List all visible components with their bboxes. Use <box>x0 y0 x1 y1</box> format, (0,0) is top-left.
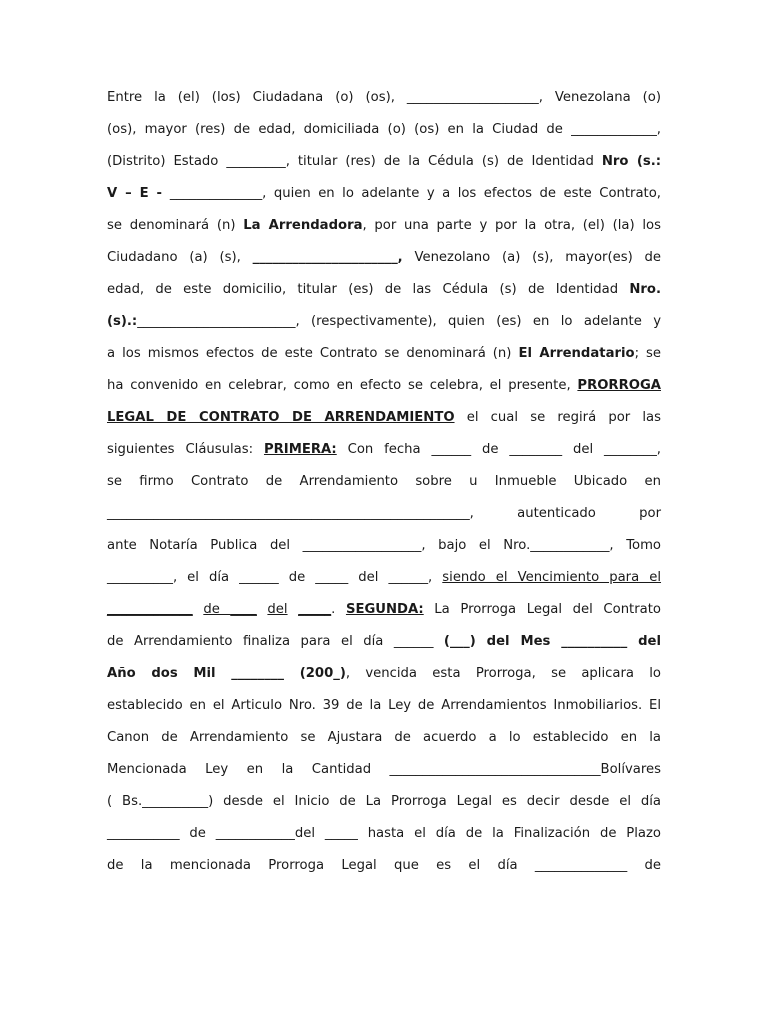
text-run: de la mencionada Prorroga Legal que es el día ______________ de <box>107 858 661 873</box>
bold-text: Nro. <box>629 282 661 297</box>
paragraph-line <box>107 409 661 427</box>
clause-primera-heading: PRIMERA: <box>263 442 337 457</box>
text-run: edad, de este domicilio, titular (es) de las Cédula (s) de Identidad <box>107 282 630 297</box>
text-run: Mencionada Ley en la Cantidad ________________________________Bolívares <box>107 762 661 777</box>
text-run: ( Bs.__________) desde el Inicio de La Prorroga Legal es decir desde el día <box>107 794 661 809</box>
bold-text: Año dos Mil ________ (200_) <box>107 666 346 681</box>
text-run: ; se <box>634 346 661 361</box>
paragraph-line <box>107 313 661 331</box>
paragraph-line <box>107 569 661 587</box>
paragraph-line <box>107 217 661 235</box>
paragraph-line <box>107 473 661 491</box>
paragraph-line <box>107 185 661 203</box>
paragraph-line <box>107 377 661 395</box>
text-run: siguientes Cláusulas: <box>107 442 264 457</box>
text-run: de Arrendamiento finaliza para el día ______ <box>107 634 444 649</box>
text-run: ante Notaría Publica del __________________, bajo el Nro.____________, Tomo <box>107 538 661 553</box>
text-run: ________________________, (respectivamente), quien (es) en lo adelante y <box>137 314 661 329</box>
text-run: , vencida esta Prorroga, se aplicara lo <box>345 666 661 681</box>
paragraph-line <box>107 857 661 875</box>
bold-text: (___) del Mes __________ del <box>443 634 661 649</box>
paragraph-line <box>107 665 661 683</box>
text-run: __________, el día ______ de _____ del ______, <box>107 570 443 585</box>
text-run: ___________ de ____________del _____ hasta el día de la Finalización de Plazo <box>107 826 661 841</box>
text-run: se firmo Contrato de Arrendamiento sobre u Inmueble Ubicado en <box>107 474 661 489</box>
text-run: Con fecha ______ de ________ del ________, <box>336 442 662 457</box>
text-run: Venezolano (a) (s), mayor(es) de <box>402 250 661 265</box>
paragraph-line <box>107 729 661 747</box>
text-run: Canon de Arrendamiento se Ajustara de acuerdo a lo establecido en la <box>107 730 661 745</box>
text-run: , por una parte y por la otra, (el) (la) los <box>362 218 661 233</box>
text-run: establecido en el Articulo Nro. 39 de la Ley de Arrendamientos Inmobiliarios. El <box>107 698 661 713</box>
bold-text: (s).: <box>107 314 138 329</box>
paragraph-line <box>107 505 661 523</box>
text-run: (os), mayor (res) de edad, domiciliada (o) (os) en la Ciudad de _____________, <box>107 122 661 137</box>
blank-field: _____ <box>298 602 332 617</box>
paragraph-line <box>107 825 661 843</box>
paragraph-line <box>107 793 661 811</box>
text-run: ______________, quien en lo adelante y a los efectos de este Contrato, <box>169 186 661 201</box>
paragraph-line <box>107 537 661 555</box>
paragraph-line <box>107 761 661 779</box>
blank-field: _____________ <box>107 602 193 617</box>
blank-field: ______________________, <box>252 250 403 265</box>
paragraph-line <box>107 601 661 619</box>
paragraph-line <box>107 249 661 267</box>
underlined-text: del <box>267 602 288 617</box>
underlined-text: de <box>203 602 231 617</box>
blank-field: ____ <box>230 602 257 617</box>
text-run: se denominará (n) <box>107 218 244 233</box>
text-run: a los mismos efectos de este Contrato se denominará (n) <box>107 346 519 361</box>
text-run: _______________________________________________________, autenticado por <box>107 506 661 521</box>
paragraph-line <box>107 153 661 171</box>
paragraph-line <box>107 633 661 651</box>
title-heading: LEGAL DE CONTRATO DE ARRENDAMIENTO <box>107 410 455 425</box>
paragraph-line <box>107 441 661 459</box>
bold-text: Nro (s.: <box>601 154 661 169</box>
arrendatario-term: El Arrendatario <box>518 346 635 361</box>
text-run: Ciudadano (a) (s), <box>107 250 253 265</box>
underlined-text: siendo el Vencimiento para el <box>442 570 662 585</box>
paragraph-line <box>107 281 661 299</box>
text-run: el cual se regirá por las <box>454 410 661 425</box>
paragraph-line <box>107 89 661 107</box>
clause-segunda-heading: SEGUNDA: <box>345 602 424 617</box>
arrendadora-term: La Arrendadora <box>243 218 363 233</box>
text-run: (Distrito) Estado _________, titular (res) de la Cédula (s) de Identidad <box>107 154 602 169</box>
paragraph-line <box>107 345 661 363</box>
paragraph-line <box>107 697 661 715</box>
title-heading: PRORROGA <box>577 378 661 393</box>
text-run: . <box>331 602 346 617</box>
text-run: La Prorroga Legal del Contrato <box>423 602 661 617</box>
text-run: Entre la (el) (los) Ciudadana (o) (os), ____________________, Venezolana (o) <box>107 90 661 105</box>
paragraph-line <box>107 121 661 139</box>
text-run: ha convenido en celebrar, como en efecto se celebra, el presente, <box>107 378 578 393</box>
bold-text: V – E - <box>107 186 170 201</box>
